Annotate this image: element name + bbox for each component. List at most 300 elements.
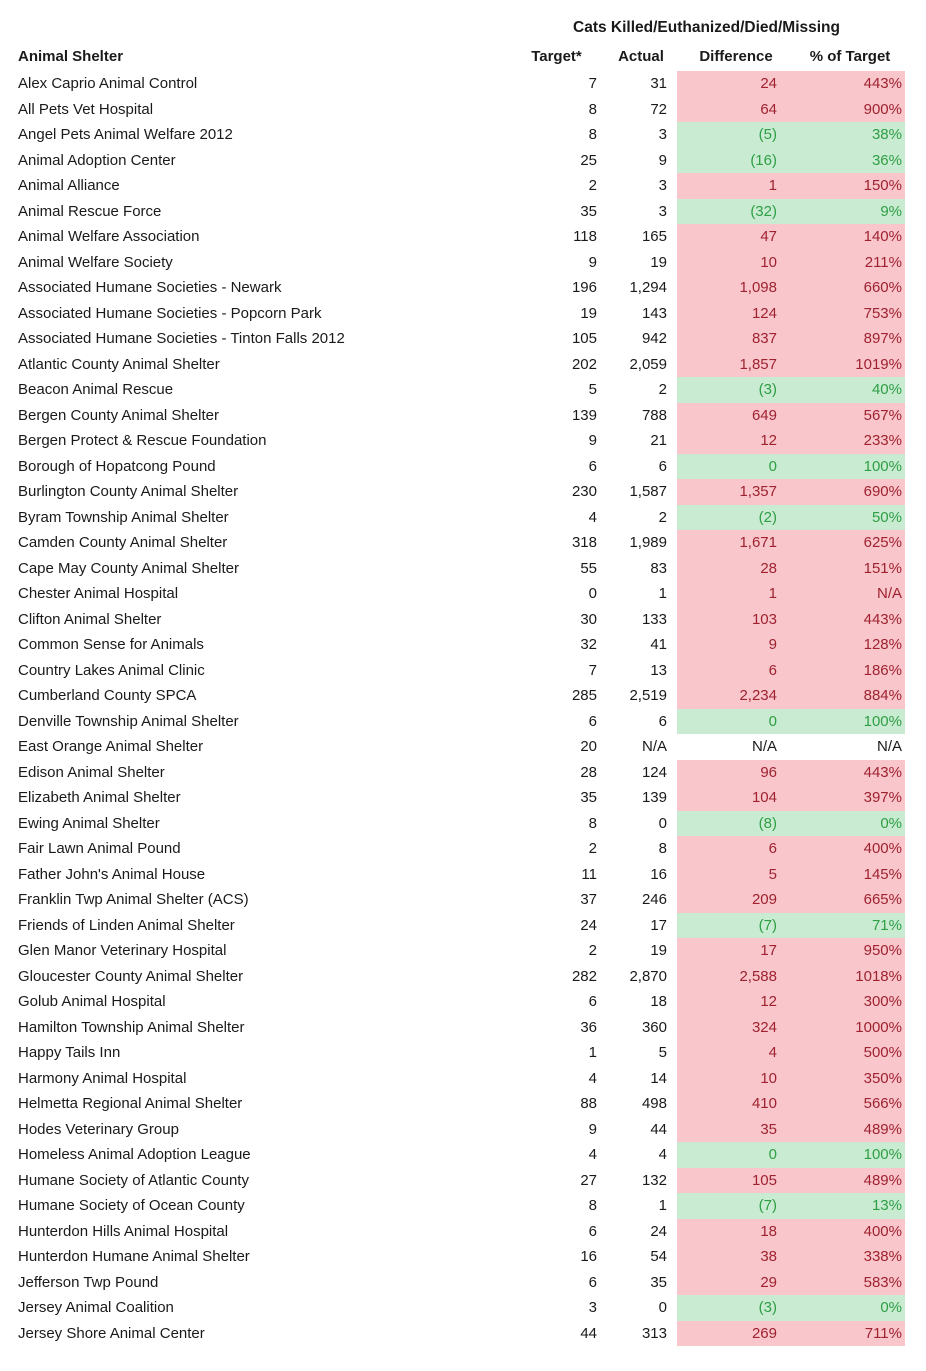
- difference-value: 38: [677, 1244, 795, 1270]
- table-row: [18, 989, 905, 1015]
- target-value: 6: [588, 457, 597, 475]
- actual-value: 35: [650, 1273, 667, 1291]
- actual-value: 132: [641, 1171, 667, 1189]
- shelter-name: Camden County Animal Shelter: [18, 534, 228, 552]
- pct-value: 500%: [795, 1040, 905, 1066]
- target-value: 2: [588, 840, 597, 858]
- difference-value: 1,857: [677, 352, 795, 378]
- column-header-target: Target*: [531, 48, 582, 65]
- pct-value: 128%: [795, 632, 905, 658]
- shelter-name: Angel Pets Animal Welfare 2012: [18, 126, 233, 144]
- target-value: 35: [580, 202, 597, 220]
- shelter-name: Ewing Animal Shelter: [18, 814, 160, 832]
- pct-value: 338%: [795, 1244, 905, 1270]
- table-row: [18, 785, 905, 811]
- target-value: 318: [571, 534, 597, 552]
- shelter-name: Edison Animal Shelter: [18, 763, 165, 781]
- actual-value: 0: [658, 1299, 667, 1317]
- table-row: [18, 887, 905, 913]
- pct-value: 40%: [795, 377, 905, 403]
- table-row: [18, 1040, 905, 1066]
- shelter-name: Bergen Protect & Rescue Foundation: [18, 432, 267, 450]
- shelter-name: Fair Lawn Animal Pound: [18, 840, 181, 858]
- actual-value: 0: [658, 814, 667, 832]
- target-value: 8: [588, 1197, 597, 1215]
- actual-value: 3: [658, 202, 667, 220]
- table-row: [18, 1244, 905, 1270]
- target-value: 202: [571, 355, 597, 373]
- difference-value: 649: [677, 403, 795, 429]
- pct-value: 711%: [795, 1321, 905, 1347]
- table-row: [18, 862, 905, 888]
- table-row: [18, 479, 905, 505]
- table-row: [18, 148, 905, 174]
- pct-value: 443%: [795, 760, 905, 786]
- difference-value: 12: [677, 989, 795, 1015]
- difference-value: 1,671: [677, 530, 795, 556]
- table-row: [18, 1091, 905, 1117]
- pct-value: 140%: [795, 224, 905, 250]
- difference-value: 6: [677, 836, 795, 862]
- target-value: 27: [580, 1171, 597, 1189]
- shelter-name: Atlantic County Animal Shelter: [18, 355, 220, 373]
- target-value: 7: [588, 75, 597, 93]
- shelter-name: Animal Welfare Association: [18, 228, 200, 246]
- shelter-name: Golub Animal Hospital: [18, 993, 166, 1011]
- shelter-name: Alex Caprio Animal Control: [18, 75, 198, 93]
- table-row: [18, 913, 905, 939]
- shelter-name: Humane Society of Atlantic County: [18, 1171, 249, 1189]
- pct-value: 350%: [795, 1066, 905, 1092]
- actual-value: 2,059: [629, 355, 667, 373]
- pct-value: 36%: [795, 148, 905, 174]
- target-value: 44: [580, 1324, 597, 1342]
- target-value: 20: [580, 738, 597, 756]
- actual-value: 360: [641, 1018, 667, 1036]
- pct-value: 186%: [795, 658, 905, 684]
- shelter-name: Bergen County Animal Shelter: [18, 406, 219, 424]
- pct-value: 400%: [795, 836, 905, 862]
- pct-value: 211%: [795, 250, 905, 276]
- pct-value: 950%: [795, 938, 905, 964]
- actual-value: 165: [641, 228, 667, 246]
- table-row: [18, 760, 905, 786]
- difference-value: 12: [677, 428, 795, 454]
- target-value: 19: [580, 304, 597, 322]
- target-value: 6: [588, 712, 597, 730]
- pct-value: 233%: [795, 428, 905, 454]
- table-row: [18, 352, 905, 378]
- shelter-name: Cape May County Animal Shelter: [18, 559, 239, 577]
- target-value: 8: [588, 814, 597, 832]
- target-value: 285: [571, 687, 597, 705]
- pct-value: 583%: [795, 1270, 905, 1296]
- shelter-name: Chester Animal Hospital: [18, 585, 179, 603]
- shelter-name: Borough of Hopatcong Pound: [18, 457, 216, 475]
- pct-value: 9%: [795, 199, 905, 225]
- target-value: 28: [580, 763, 597, 781]
- target-value: 6: [588, 993, 597, 1011]
- column-header-animal-shelter: Animal Shelter: [18, 48, 124, 65]
- target-value: 6: [588, 1222, 597, 1240]
- actual-value: 3: [658, 177, 667, 195]
- shelter-name: Hunterdon Humane Animal Shelter: [18, 1248, 250, 1266]
- shelter-name: Animal Welfare Society: [18, 253, 173, 271]
- table-row: [18, 1168, 905, 1194]
- pct-value: 151%: [795, 556, 905, 582]
- target-value: 4: [588, 1069, 597, 1087]
- difference-value: 1,357: [677, 479, 795, 505]
- table-row: [18, 1219, 905, 1245]
- actual-value: 14: [650, 1069, 667, 1087]
- difference-value: 29: [677, 1270, 795, 1296]
- target-value: 8: [588, 126, 597, 144]
- actual-value: 41: [650, 636, 667, 654]
- column-header-pct-of-target: % of Target: [809, 48, 891, 65]
- actual-value: 16: [650, 865, 667, 883]
- actual-value: 4: [658, 1146, 667, 1164]
- pct-value: 397%: [795, 785, 905, 811]
- table-row: [18, 1270, 905, 1296]
- shelter-name: Burlington County Animal Shelter: [18, 483, 239, 501]
- difference-value: 209: [677, 887, 795, 913]
- target-value: 25: [580, 151, 597, 169]
- table-row: [18, 454, 905, 480]
- target-value: 55: [580, 559, 597, 577]
- actual-value: 942: [641, 330, 667, 348]
- table-row: [18, 428, 905, 454]
- shelter-name: Byram Township Animal Shelter: [18, 508, 229, 526]
- actual-value: 18: [650, 993, 667, 1011]
- shelter-name: Jefferson Twp Pound: [18, 1273, 159, 1291]
- difference-value: 124: [677, 301, 795, 327]
- target-value: 9: [588, 432, 597, 450]
- target-value: 105: [571, 330, 597, 348]
- shelter-name: Elizabeth Animal Shelter: [18, 789, 181, 807]
- shelter-name: Common Sense for Animals: [18, 636, 204, 654]
- difference-value: 269: [677, 1321, 795, 1347]
- pct-value: 50%: [795, 505, 905, 531]
- difference-value: 24: [677, 71, 795, 97]
- pct-value: 150%: [795, 173, 905, 199]
- shelter-name: Animal Alliance: [18, 177, 120, 195]
- difference-value: 4: [677, 1040, 795, 1066]
- difference-value: 410: [677, 1091, 795, 1117]
- table-row: [18, 173, 905, 199]
- table-row: [18, 71, 905, 97]
- difference-value: N/A: [677, 734, 795, 760]
- pct-value: 665%: [795, 887, 905, 913]
- difference-value: (7): [677, 1193, 795, 1219]
- table-row: [18, 301, 905, 327]
- pct-value: 489%: [795, 1168, 905, 1194]
- table-row: [18, 1142, 905, 1168]
- actual-value: 124: [641, 763, 667, 781]
- difference-value: 1: [677, 173, 795, 199]
- shelter-name: Hunterdon Hills Animal Hospital: [18, 1222, 229, 1240]
- shelter-name: Gloucester County Animal Shelter: [18, 967, 244, 985]
- table-row: [18, 122, 905, 148]
- target-value: 35: [580, 789, 597, 807]
- difference-value: (3): [677, 377, 795, 403]
- pct-value: 897%: [795, 326, 905, 352]
- actual-value: 139: [641, 789, 667, 807]
- shelter-name: All Pets Vet Hospital: [18, 100, 154, 118]
- table-row: [18, 734, 905, 760]
- actual-value: 3: [658, 126, 667, 144]
- shelter-name: Homeless Animal Adoption League: [18, 1146, 251, 1164]
- difference-value: (5): [677, 122, 795, 148]
- difference-value: 105: [677, 1168, 795, 1194]
- target-value: 3: [588, 1299, 597, 1317]
- target-value: 0: [588, 585, 597, 603]
- pct-value: 660%: [795, 275, 905, 301]
- actual-value: 143: [641, 304, 667, 322]
- shelter-name: Associated Humane Societies - Newark: [18, 279, 282, 297]
- target-value: 88: [580, 1095, 597, 1113]
- difference-value: 9: [677, 632, 795, 658]
- shelter-name: Happy Tails Inn: [18, 1044, 121, 1062]
- target-value: 1: [588, 1044, 597, 1062]
- shelter-name: Denville Township Animal Shelter: [18, 712, 239, 730]
- actual-value: 788: [641, 406, 667, 424]
- difference-value: 10: [677, 1066, 795, 1092]
- shelter-name: Associated Humane Societies - Popcorn Park: [18, 304, 322, 322]
- actual-value: 83: [650, 559, 667, 577]
- difference-value: 64: [677, 97, 795, 123]
- target-value: 32: [580, 636, 597, 654]
- difference-value: 103: [677, 607, 795, 633]
- pct-value: 753%: [795, 301, 905, 327]
- target-value: 37: [580, 891, 597, 909]
- shelter-name: Beacon Animal Rescue: [18, 381, 174, 399]
- difference-value: 6: [677, 658, 795, 684]
- actual-value: 498: [641, 1095, 667, 1113]
- actual-value: 21: [650, 432, 667, 450]
- table-row: [18, 811, 905, 837]
- pct-value: 145%: [795, 862, 905, 888]
- table-row: [18, 683, 905, 709]
- column-header-difference: Difference: [699, 48, 773, 65]
- actual-value: 246: [641, 891, 667, 909]
- target-value: 5: [588, 381, 597, 399]
- actual-value: N/A: [641, 738, 667, 756]
- column-header-actual: Actual: [618, 48, 664, 65]
- difference-value: 324: [677, 1015, 795, 1041]
- table-row: [18, 556, 905, 582]
- target-value: 30: [580, 610, 597, 628]
- actual-value: 1,989: [629, 534, 667, 552]
- difference-value: 18: [677, 1219, 795, 1245]
- target-value: 230: [571, 483, 597, 501]
- shelter-name: Friends of Linden Animal Shelter: [18, 916, 235, 934]
- difference-value: 5: [677, 862, 795, 888]
- shelter-name: East Orange Animal Shelter: [18, 738, 204, 756]
- table-row: [18, 1193, 905, 1219]
- difference-value: 17: [677, 938, 795, 964]
- target-value: 2: [588, 942, 597, 960]
- target-value: 9: [588, 1120, 597, 1138]
- shelter-name: Humane Society of Ocean County: [18, 1197, 245, 1215]
- shelter-name: Jersey Animal Coalition: [18, 1299, 174, 1317]
- difference-value: 104: [677, 785, 795, 811]
- actual-value: 313: [641, 1324, 667, 1342]
- pct-value: 1000%: [795, 1015, 905, 1041]
- table-row: [18, 1295, 905, 1321]
- shelter-name: Helmetta Regional Animal Shelter: [18, 1095, 243, 1113]
- difference-value: 2,234: [677, 683, 795, 709]
- pct-value: 38%: [795, 122, 905, 148]
- actual-value: 24: [650, 1222, 667, 1240]
- actual-value: 13: [650, 661, 667, 679]
- table-row: [18, 1321, 905, 1347]
- target-value: 7: [588, 661, 597, 679]
- shelter-name: Animal Adoption Center: [18, 151, 176, 169]
- table-row: [18, 709, 905, 735]
- table-row: [18, 403, 905, 429]
- table-row: [18, 658, 905, 684]
- difference-value: 0: [677, 1142, 795, 1168]
- table-row: [18, 505, 905, 531]
- pct-value: 566%: [795, 1091, 905, 1117]
- shelter-name: Jersey Shore Animal Center: [18, 1324, 205, 1342]
- difference-value: 0: [677, 454, 795, 480]
- actual-value: 1: [658, 1197, 667, 1215]
- target-value: 118: [573, 228, 597, 246]
- difference-value: 1: [677, 581, 795, 607]
- pct-value: 625%: [795, 530, 905, 556]
- pct-value: 0%: [795, 811, 905, 837]
- actual-value: 8: [658, 840, 667, 858]
- pct-value: 100%: [795, 454, 905, 480]
- target-value: 6: [588, 1273, 597, 1291]
- pct-value: 690%: [795, 479, 905, 505]
- shelter-table: [18, 42, 905, 1346]
- actual-value: 2,870: [629, 967, 667, 985]
- shelter-name: Animal Rescue Force: [18, 202, 162, 220]
- pct-value: 13%: [795, 1193, 905, 1219]
- actual-value: 1,294: [629, 279, 667, 297]
- pct-value: 489%: [795, 1117, 905, 1143]
- pct-value: 884%: [795, 683, 905, 709]
- actual-value: 1,587: [629, 483, 667, 501]
- pct-value: 300%: [795, 989, 905, 1015]
- pct-value: 400%: [795, 1219, 905, 1245]
- difference-value: (7): [677, 913, 795, 939]
- table-row: [18, 964, 905, 990]
- actual-value: 31: [650, 75, 667, 93]
- header-row: [18, 42, 905, 71]
- shelter-name: Franklin Twp Animal Shelter (ACS): [18, 891, 249, 909]
- pct-value: 443%: [795, 607, 905, 633]
- table-row: [18, 275, 905, 301]
- difference-value: (16): [677, 148, 795, 174]
- actual-value: 1: [658, 585, 667, 603]
- target-value: 9: [588, 253, 597, 271]
- table-row: [18, 581, 905, 607]
- target-value: 2: [588, 177, 597, 195]
- difference-value: 47: [677, 224, 795, 250]
- table-row: [18, 632, 905, 658]
- difference-value: (2): [677, 505, 795, 531]
- actual-value: 9: [658, 151, 667, 169]
- table-row: [18, 1117, 905, 1143]
- table-row: [18, 938, 905, 964]
- target-value: 4: [588, 508, 597, 526]
- target-value: 196: [571, 279, 597, 297]
- actual-value: 2: [658, 508, 667, 526]
- table-row: [18, 836, 905, 862]
- shelter-name: Harmony Animal Hospital: [18, 1069, 187, 1087]
- pct-value: 100%: [795, 1142, 905, 1168]
- actual-value: 5: [658, 1044, 667, 1062]
- target-value: 36: [580, 1018, 597, 1036]
- actual-value: 44: [650, 1120, 667, 1138]
- target-value: 282: [571, 967, 597, 985]
- target-value: 139: [571, 406, 597, 424]
- pct-value: 567%: [795, 403, 905, 429]
- table-title: Cats Killed/Euthanized/Died/Missing: [573, 19, 840, 36]
- shelter-name: Country Lakes Animal Clinic: [18, 661, 205, 679]
- pct-value: 1018%: [795, 964, 905, 990]
- shelter-name: Hamilton Township Animal Shelter: [18, 1018, 245, 1036]
- target-value: 24: [580, 916, 597, 934]
- table-row: [18, 224, 905, 250]
- shelter-name: Clifton Animal Shelter: [18, 610, 162, 628]
- shelter-name: Associated Humane Societies - Tinton Falls 2012: [18, 330, 345, 348]
- actual-value: 2,519: [629, 687, 667, 705]
- actual-value: 19: [650, 253, 667, 271]
- actual-value: 133: [641, 610, 667, 628]
- pct-value: 443%: [795, 71, 905, 97]
- actual-value: 6: [658, 457, 667, 475]
- difference-value: (32): [677, 199, 795, 225]
- shelter-name: Hodes Veterinary Group: [18, 1120, 179, 1138]
- actual-value: 54: [650, 1248, 667, 1266]
- pct-value: 71%: [795, 913, 905, 939]
- shelter-report-table-wrap: [18, 14, 905, 1346]
- target-value: 8: [588, 100, 597, 118]
- target-value: 4: [588, 1146, 597, 1164]
- difference-value: 28: [677, 556, 795, 582]
- target-value: 16: [580, 1248, 597, 1266]
- difference-value: 1,098: [677, 275, 795, 301]
- pct-value: 0%: [795, 1295, 905, 1321]
- table-row: [18, 530, 905, 556]
- shelter-name: Glen Manor Veterinary Hospital: [18, 942, 227, 960]
- table-row: [18, 250, 905, 276]
- table-row: [18, 1015, 905, 1041]
- table-row: [18, 97, 905, 123]
- table-row: [18, 377, 905, 403]
- table-row: [18, 199, 905, 225]
- pct-value: 900%: [795, 97, 905, 123]
- actual-value: 17: [650, 916, 667, 934]
- table-row: [18, 326, 905, 352]
- difference-value: 0: [677, 709, 795, 735]
- shelter-name: Father John's Animal House: [18, 865, 206, 883]
- actual-value: 72: [650, 100, 667, 118]
- pct-value: 100%: [795, 709, 905, 735]
- pct-value: N/A: [795, 734, 905, 760]
- table-row: [18, 607, 905, 633]
- difference-value: (3): [677, 1295, 795, 1321]
- difference-value: 837: [677, 326, 795, 352]
- actual-value: 19: [650, 942, 667, 960]
- difference-value: 35: [677, 1117, 795, 1143]
- pct-value: 1019%: [795, 352, 905, 378]
- actual-value: 6: [658, 712, 667, 730]
